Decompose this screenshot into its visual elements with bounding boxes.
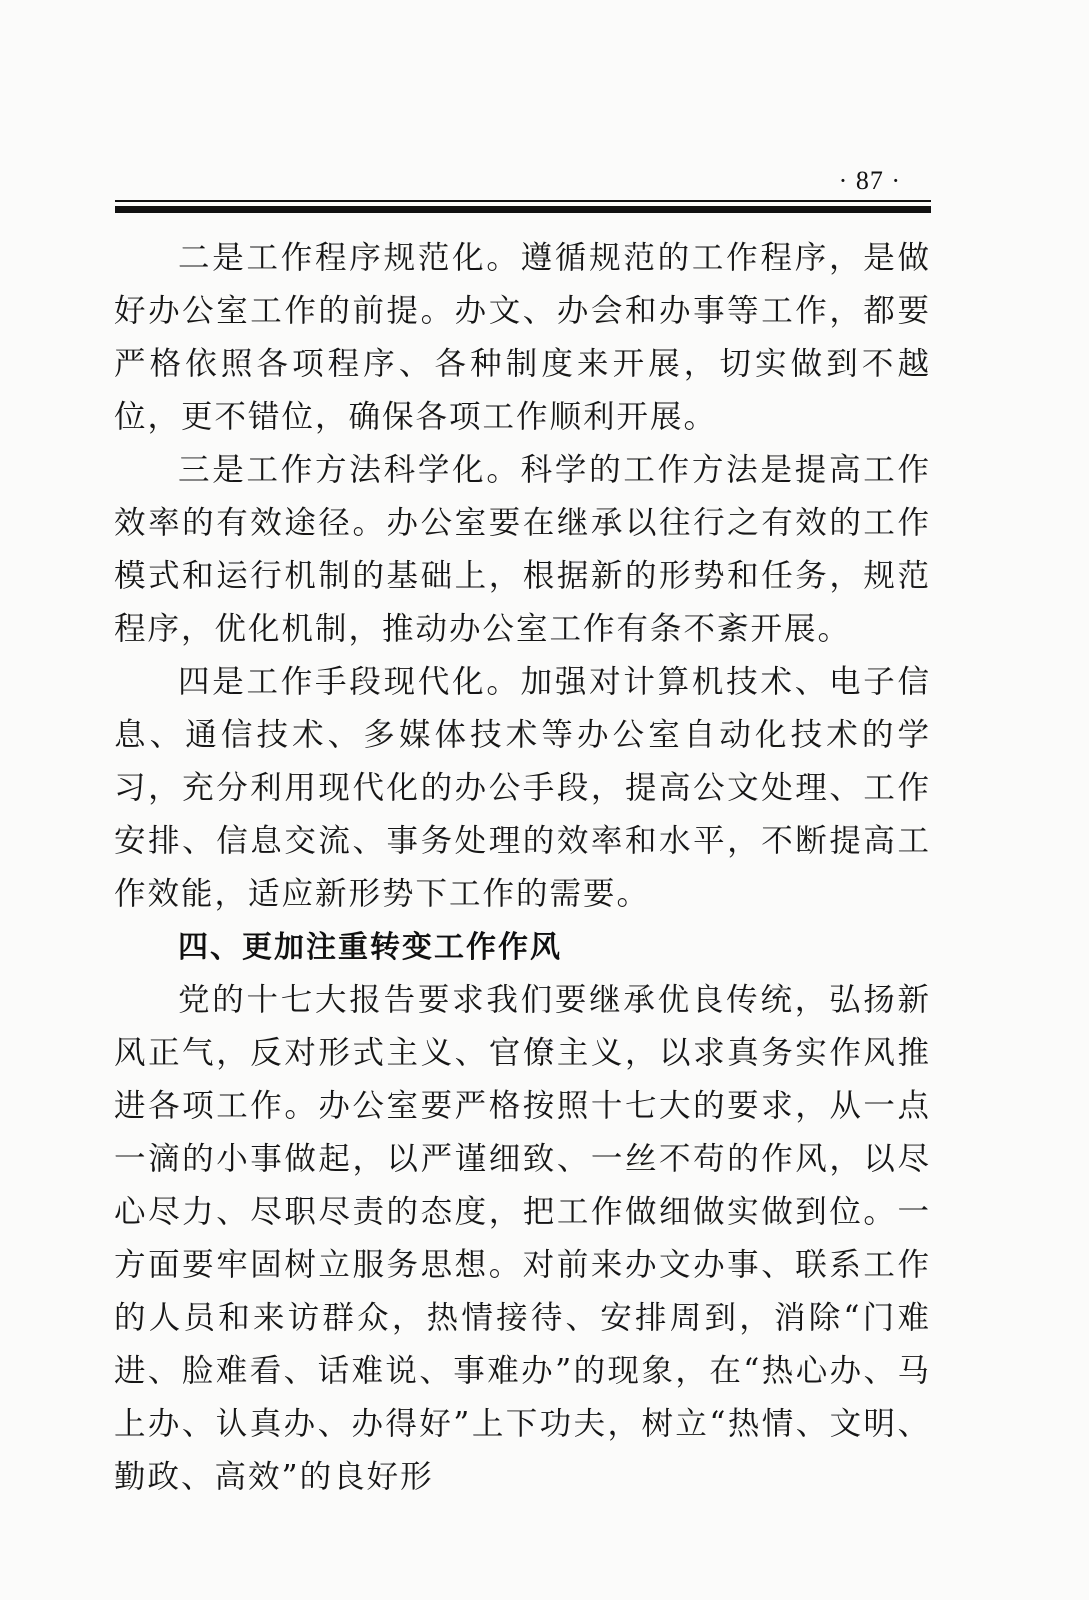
- section-heading: 四、更加注重转变工作作风: [178, 930, 562, 965]
- body-text: [114, 232, 931, 1504]
- header-rule-thick: [115, 206, 931, 213]
- paragraph-work-style: 党的十七大报告要求我们要继承优良传统，弘扬新风正气，反对形式主义、官僚主义，以求真务实作风推进各项工作。办公室要严格按照十七大的要求，从一点一滴的小事做起，以严谨细致、一丝不苟的作风，以尽心尽力、尽职尽责的态度，把工作做细做实做到位。一方面要牢固树立服务思想。对前来办文办事、联系工作的人员和来访群众，热情接待、安排周到，消除“门难进、脸难看、话难说、事难办”的现象，在“热心办、马上办、认真办、办得好”上下功夫，树立“热情、文明、勤政、高效”的良好形: [114, 982, 931, 1495]
- page-number: · 87 ·: [838, 166, 901, 195]
- header-rule-thin: [115, 200, 931, 202]
- paragraph-method: 三是工作方法科学化。科学的工作方法是提高工作效率的有效途径。办公室要在继承以往行之有效的工作模式和运行机制的基础上，根据新的形势和任务，规范程序，优化机制，推动办公室工作有条不紊开展。: [114, 452, 931, 647]
- page-header: [115, 160, 931, 220]
- paragraph-procedure: 二是工作程序规范化。遵循规范的工作程序，是做好办公室工作的前提。办文、办会和办事等工作，都要严格依照各项程序、各种制度来开展，切实做到不越位，更不错位，确保各项工作顺利开展。: [114, 240, 931, 435]
- paragraph-means: 四是工作手段现代化。加强对计算机技术、电子信息、通信技术、多媒体技术等办公室自动化技术的学习，充分利用现代化的办公手段，提高公文处理、工作安排、信息交流、事务处理的效率和水平，不断提高工作效能，适应新形势下工作的需要。: [114, 664, 931, 912]
